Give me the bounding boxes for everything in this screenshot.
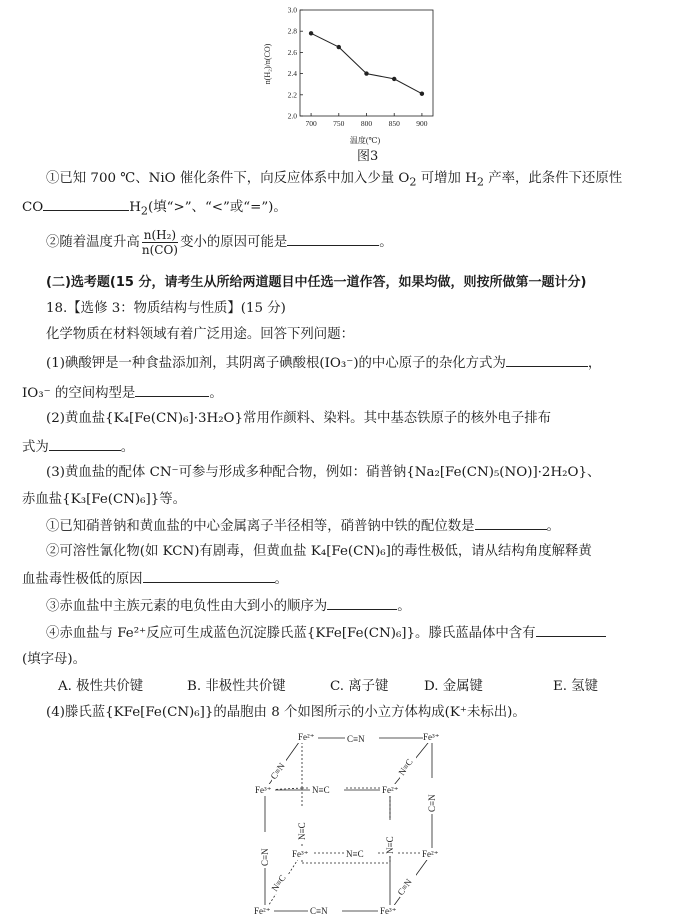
chart-frame bbox=[300, 10, 433, 116]
x-tick-label: 800 bbox=[360, 119, 373, 128]
option-c[interactable]: C. 离子键 bbox=[330, 679, 389, 694]
question-3-line2: 赤血盐{K₃[Fe(CN)₆]}等。 bbox=[22, 492, 187, 507]
prussian-blue-cube-diagram bbox=[240, 728, 460, 923]
section-2-heading: (二)选考题(15 分，请考生从所给两道题目中任选一道作答，如果均做，则按所做第一题计分) bbox=[46, 275, 587, 290]
y-tick-label: 3.0 bbox=[287, 5, 297, 15]
answer-blank[interactable] bbox=[49, 438, 121, 451]
question-3-4-line2: (填字母)。 bbox=[22, 652, 87, 667]
bond-back-bottom: N≡C bbox=[346, 849, 364, 859]
data-point bbox=[364, 71, 368, 75]
question-2-line2: 式为 。 bbox=[22, 440, 135, 455]
corner-fe2-front-bottom-left: Fe²⁺ bbox=[254, 906, 271, 916]
question-ii: ②随着温度升高 $\frac{\text{n(H₂)}}{n(CO)}$ 变小的原因可能是 。 bbox=[46, 228, 393, 257]
question-1-line1: (1)碘酸钾是一种食盐添加剂，其阴离子碘酸根(IO₃⁻)的中心原子的杂化方式为 ， bbox=[46, 356, 602, 371]
chart-x-axis-label: 温度(℃) bbox=[349, 136, 381, 145]
bond-front-left: C≡N bbox=[260, 848, 270, 866]
corner-fe3-front-bottom-right: Fe³⁺ bbox=[380, 906, 397, 916]
bond-bottom-right-diagonal: C≡N bbox=[395, 877, 414, 898]
bond-back-right: C≡N bbox=[427, 794, 437, 812]
corner-fe2-front-top-right: Fe²⁺ bbox=[382, 785, 399, 795]
question-3-2-line1: ②可溶性氰化物(如 KCN)有剧毒，但黄血盐 K₄[Fe(CN)₆]的毒性极低，请从结构角度解释黄 bbox=[46, 544, 592, 559]
figure3-caption: 图3 bbox=[357, 149, 379, 164]
y-tick-label: 2.8 bbox=[287, 26, 297, 36]
answer-blank[interactable] bbox=[506, 354, 588, 367]
x-tick-label: 850 bbox=[388, 119, 400, 128]
option-a[interactable]: A. 极性共价键 bbox=[58, 679, 144, 694]
x-tick-label: 900 bbox=[416, 119, 428, 128]
y-tick-label: 2.6 bbox=[287, 47, 297, 57]
question-3-2-line2: 血盐毒性极低的原因 。 bbox=[22, 572, 288, 587]
y-tick-label: 2.0 bbox=[287, 111, 297, 121]
question-i-line2: CO $H_2$(填“>”、“<”或“=”)。 bbox=[22, 200, 287, 218]
ratio-fraction: $\frac{\text{n(H₂)}}{n(CO)}$ bbox=[141, 228, 178, 257]
bond-front-bottom: C≡N bbox=[310, 906, 328, 916]
bond-top-left-diagonal: C≡N bbox=[268, 761, 287, 782]
question-18-title: 18.【选修 3：物质结构与性质】(15 分) bbox=[46, 301, 286, 316]
question-4-line: (4)滕氏蓝{KFe[Fe(CN)₆]}的晶胞由 8 个如图所示的小立方体构成(K⁺未标出)。 bbox=[46, 705, 526, 720]
bond-bottom-left-diagonal: N≡C bbox=[269, 873, 288, 894]
question-1-line2: IO₃⁻ 的空间构型是 。 bbox=[22, 386, 223, 401]
y-tick-label: 2.4 bbox=[287, 69, 297, 79]
option-b[interactable]: B. 非极性共价键 bbox=[187, 679, 286, 694]
figure3-line-chart bbox=[258, 2, 448, 147]
data-point bbox=[309, 31, 313, 35]
data-point bbox=[392, 77, 396, 81]
bond-front-top: N≡C bbox=[312, 785, 330, 795]
bond-back-left: N≡C bbox=[297, 822, 307, 840]
option-e[interactable]: E. 氢键 bbox=[553, 679, 599, 694]
chart-axes bbox=[300, 10, 433, 116]
chart-y-ticks bbox=[288, 6, 303, 121]
question-3-3: ③赤血盐中主族元素的电负性由大到小的顺序为 。 bbox=[46, 599, 411, 614]
chart-y-axis-label: n(H₂)/n(CO) bbox=[263, 43, 272, 85]
data-point bbox=[337, 45, 341, 49]
answer-blank[interactable] bbox=[43, 198, 129, 211]
answer-blank[interactable] bbox=[327, 597, 397, 610]
answer-blank[interactable] bbox=[536, 624, 606, 637]
corner-fe3-front-top-left: Fe³⁺ bbox=[255, 785, 272, 795]
question-18-intro: 化学物质在材料领域有着广泛用途。回答下列问题： bbox=[46, 327, 354, 342]
answer-blank[interactable] bbox=[135, 384, 209, 397]
corner-fe3-back-bottom-left: Fe³⁺ bbox=[292, 849, 309, 859]
data-point bbox=[420, 92, 424, 96]
x-tick-label: 750 bbox=[333, 119, 345, 128]
corner-fe2-top-left: Fe²⁺ bbox=[298, 732, 315, 742]
x-tick-label: 700 bbox=[305, 119, 317, 128]
answer-blank[interactable] bbox=[143, 570, 275, 583]
question-3-line1: (3)黄血盐的配体 CN⁻可参与形成多种配合物，例如：硝普钠{Na₂[Fe(CN)₅(NO)]·2H₂O}、 bbox=[46, 465, 601, 480]
option-d[interactable]: D. 金属键 bbox=[424, 679, 483, 694]
question-2-line1: (2)黄血盐{K₄[Fe(CN)₆]·3H₂O}常用作颜料、染料。其中基态铁原子的核外电子排布 bbox=[46, 411, 552, 426]
corner-fe3-top-right: Fe³⁺ bbox=[423, 732, 440, 742]
answer-blank[interactable] bbox=[287, 233, 379, 246]
chart-series bbox=[309, 31, 424, 96]
chart-x-ticks bbox=[305, 113, 427, 128]
y-tick-label: 2.2 bbox=[287, 90, 297, 100]
bond-top-right-diagonal: N≡C bbox=[396, 757, 415, 778]
question-i-line1: ①已知 700 ℃、NiO 催化条件下，向反应体系中加入少量 $O_2$ 可增加 $H_2$ 产率，此条件下还原性 bbox=[46, 171, 623, 189]
corner-fe2-back-bottom-right: Fe²⁺ bbox=[422, 849, 439, 859]
answer-blank[interactable] bbox=[475, 517, 547, 530]
series-line bbox=[311, 33, 422, 93]
bond-front-right: N≡C bbox=[385, 836, 395, 854]
question-3-4-line1: ④赤血盐与 Fe²⁺反应可生成蓝色沉淀滕氏蓝{KFe[Fe(CN)₆]}。滕氏蓝晶体中含有 bbox=[46, 624, 606, 643]
question-3-1: ①已知硝普钠和黄血盐的中心金属离子半径相等，硝普钠中铁的配位数是 。 bbox=[46, 519, 560, 534]
bond-top: C≡N bbox=[347, 734, 365, 744]
